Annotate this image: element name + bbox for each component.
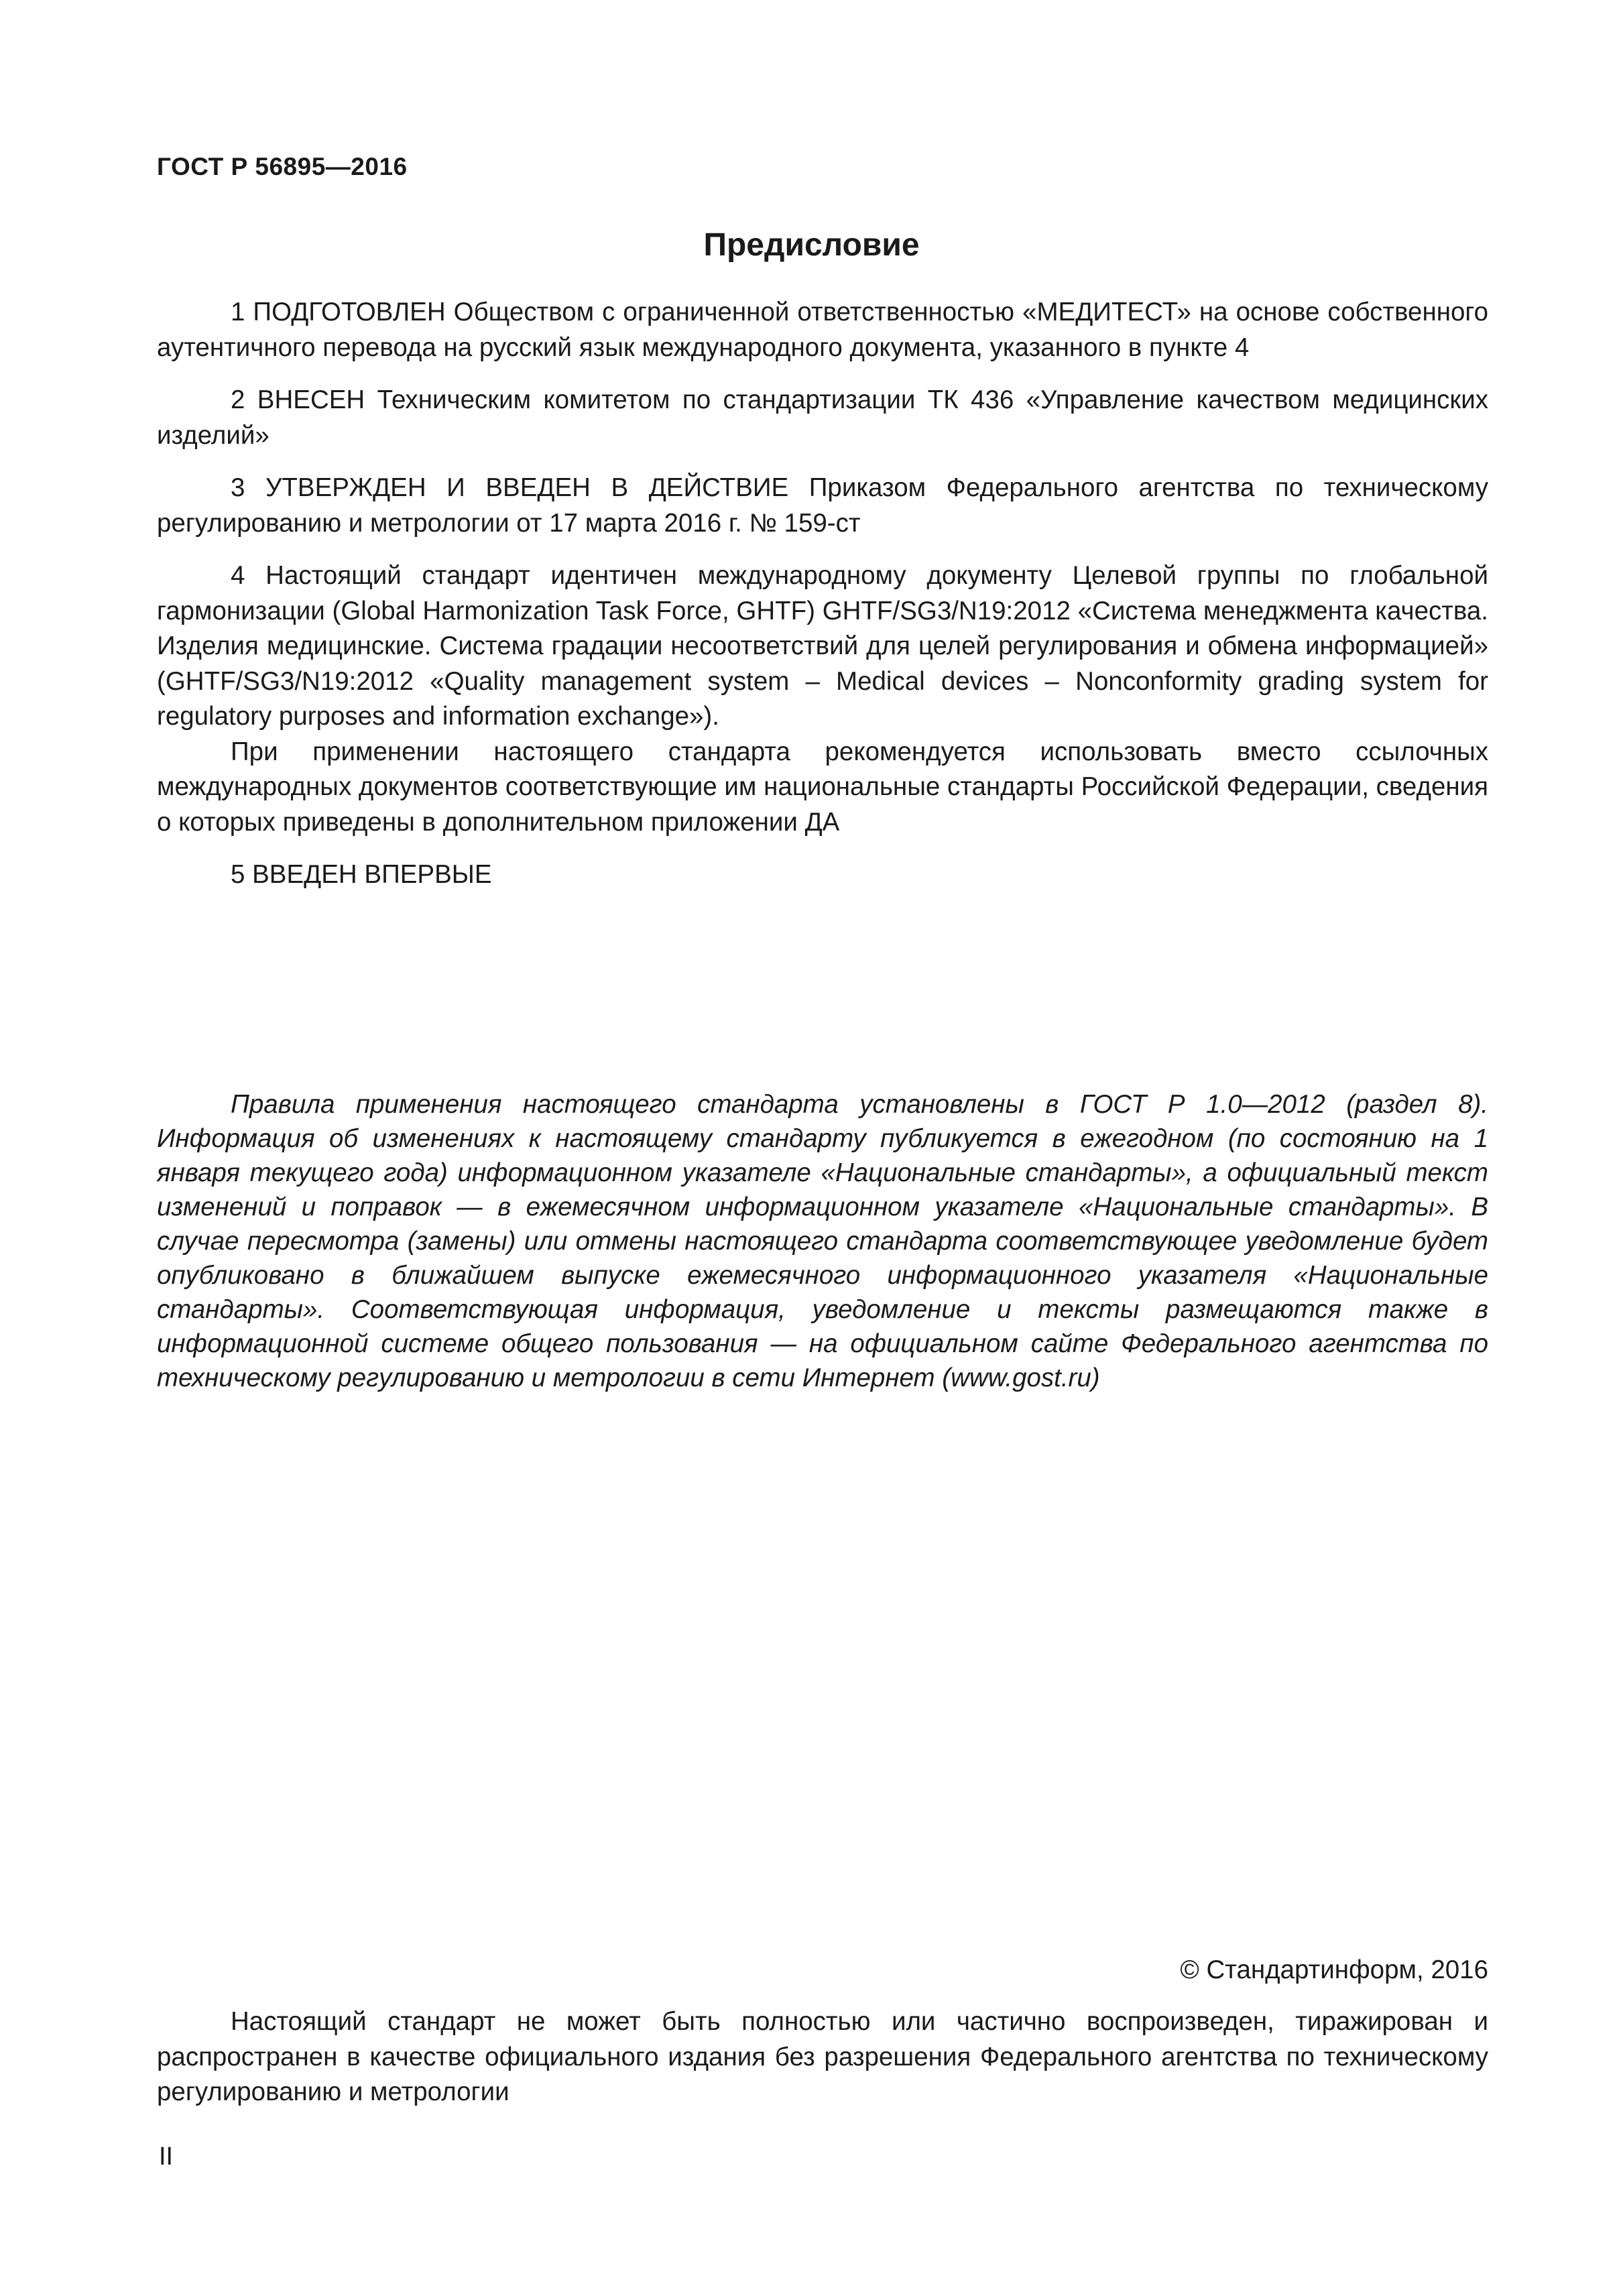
foreword-item-4: 4 Настоящий стандарт идентичен международному документу Целевой группы по глобальной гармонизации (Global Harmonization Task Force, GHTF) GHTF/SG3/N19:2012 «Система менеджмента качества. Изделия медицинские. Система градации несоответствий для целей регулирования и обмена информацией» (GHTF/SG3/N19:2012 «Quality management system – Medical devices – Nonconformity grading system for regulatory purposes and information exchange»). (157, 561, 1488, 731)
foreword-item-3: 3 УТВЕРЖДЕН И ВВЕДЕН В ДЕЙСТВИЕ Приказом Федерального агентства по техническому регулированию и метрологии от 17 марта 2016 г. № 159-ст (157, 473, 1488, 538)
foreword-item-4-continuation: При применении настоящего стандарта рекомендуется использовать вместо ссылочных международных документов соответствующие им национальные стандарты Российской Федерации, сведения о которых приведены в дополнительном приложении ДА (157, 737, 1488, 837)
copyright-line: © Стандартинформ, 2016 (1180, 1955, 1488, 1984)
foreword-item-5: 5 ВВЕДЕН ВПЕРВЫЕ (231, 860, 492, 889)
page-number: II (159, 2142, 174, 2171)
rights-notice-section (157, 2004, 1488, 2110)
document-code: ГОСТ Р 56895—2016 (157, 153, 408, 180)
notice-text: Правила применения настоящего стандарта установлены в ГОСТ Р 1.0—2012 (раздел 8). Информация об изменениях к настоящему стандарту публикуется в ежегодном (по состоянию на 1 января текущего года) информационном указателе «Национальные стандарты», а официальный текст изменений и поправок — в ежемесячном информационном указателе «Национальные стандарты». В случае пересмотра (замены) или отмены настоящего стандарта соответствующее уведомление будет опубликовано в ближайшем выпуске ежемесячного информационного указателя «Национальные стандарты». Соответствующая информация, уведомление и тексты размещаются также в информационной системе общего пользования — на официальном сайте Федерального агентства по техническому регулированию и метрологии в сети Интернет (www.gost.ru) (157, 1090, 1488, 1392)
foreword-item-1: 1 ПОДГОТОВЛЕН Обществом с ограниченной ответственностью «МЕДИТЕСТ» на основе собственного аутентичного перевода на русский язык международного документа, указанного в пункте 4 (157, 298, 1488, 362)
foreword-section (157, 295, 1488, 910)
page-title: Предисловие (703, 227, 920, 263)
rights-notice-text: Настоящий стандарт не может быть полностью или частично воспроизведен, тиражирован и распространен в качестве официального издания без разрешения Федерального агентства по техническому регулированию и метрологии (157, 2007, 1488, 2106)
application-rules-notice (157, 1087, 1488, 1395)
foreword-item-2: 2 ВНЕСЕН Техническим комитетом по стандартизации ТК 436 «Управление качеством медицинских изделий» (157, 385, 1488, 450)
